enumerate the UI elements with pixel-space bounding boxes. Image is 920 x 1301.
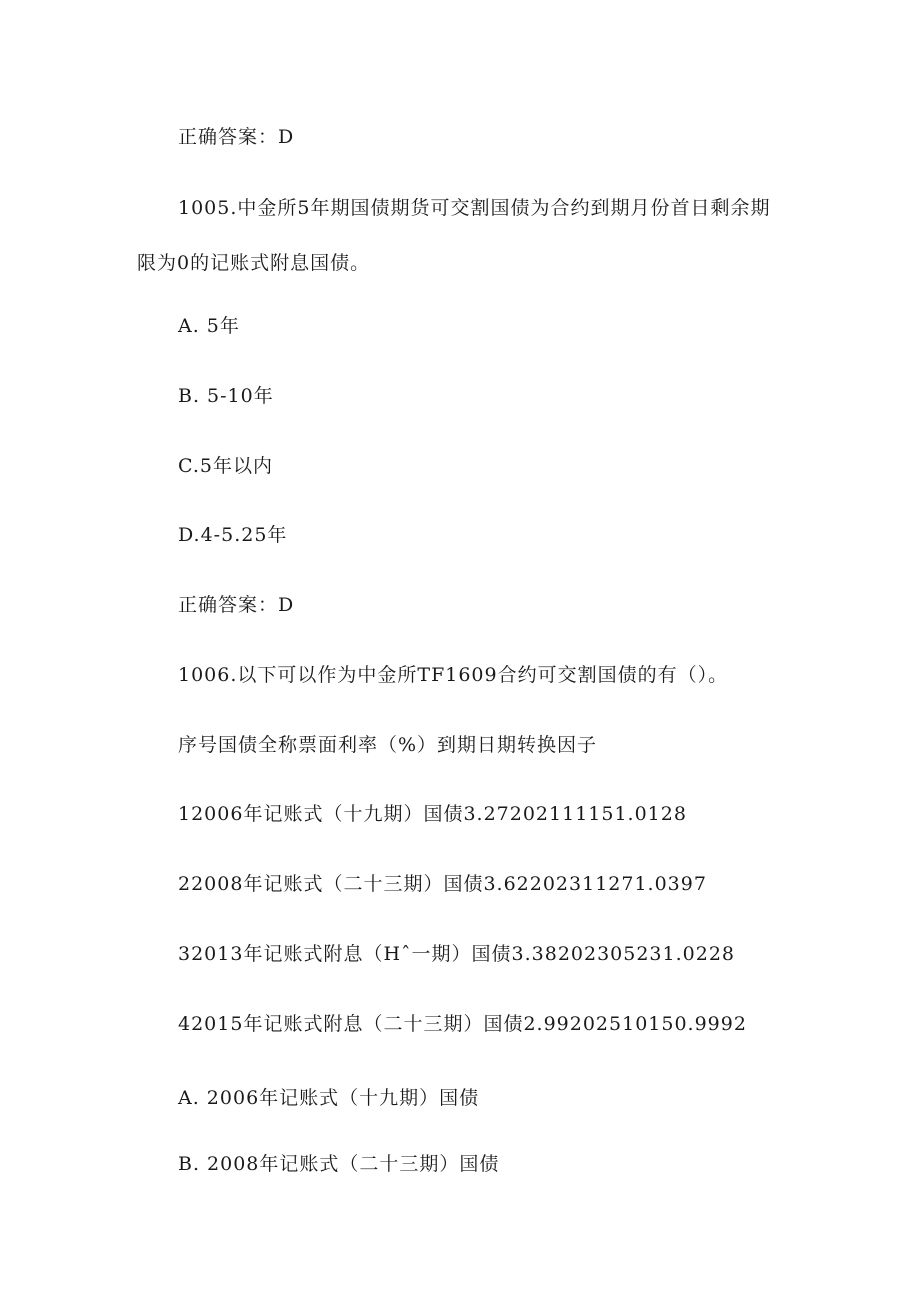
question-1005-option-a: A. 5年 [178,315,240,337]
question-1005-option-d: D.4-5.25年 [178,524,288,546]
question-1006-stem: 1006.以下可以作为中金所TF1609合约可交割国债的有（）。 [178,664,729,686]
question-1005-stem-line-1: 1005.中金所5年期国债期货可交割国债为合约到期月份首日剩余期 [178,197,771,219]
question-1006-table-row: 22008年记账式（二十三期）国债3.62202311271.0397 [178,873,707,895]
question-1006-table-row: 32013年记账式附息（Hˆ一期）国债3.38202305231.0228 [178,943,736,965]
question-1006-table-header: 序号国债全称票面利率（%）到期日期转换因子 [178,734,598,756]
question-1006-table-row: 42015年记账式附息（二十三期）国债2.99202510150.9992 [178,1013,747,1035]
question-1005-option-c: C.5年以内 [178,455,273,477]
answer-1004: 正确答案：D [178,126,295,148]
question-1005-option-b: B. 5-10年 [178,385,274,407]
question-1006-option-b: B. 2008年记账式（二十三期）国债 [178,1153,500,1175]
answer-1005: 正确答案：D [178,594,295,616]
question-1006-table-row: 12006年记账式（十九期）国债3.27202111151.0128 [178,803,687,825]
question-1005-stem-line-2: 限为0的记账式附息国债。 [137,252,371,274]
question-1006-option-a: A. 2006年记账式（十九期）国债 [178,1087,480,1109]
